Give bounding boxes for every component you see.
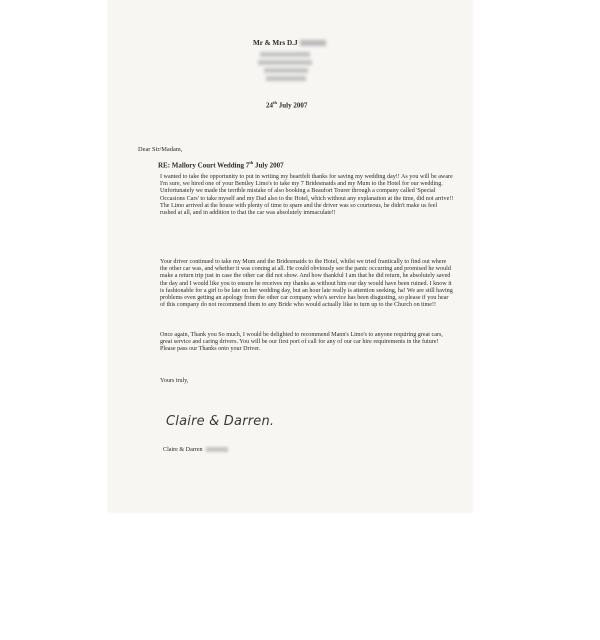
date-day: 24 [266,101,273,110]
salutation: Dear Sir/Madam, [138,146,183,153]
redacted-surname [206,447,228,452]
redacted-address-line [260,52,310,57]
redacted-surname [300,40,326,46]
letter-date [266,99,307,110]
typed-name [163,447,228,454]
subject-rest: July 2007 [255,161,284,170]
redacted-address-line [266,76,306,81]
subject-prefix: RE: Mallory Court Wedding 7 [158,161,250,170]
handwritten-signature: Claire & Darren. [166,414,275,429]
body-paragraph: Once again, Thank you So much, I would be delighted to recommend Mann's Limo's to anyone requiring great cars, great service and caring drivers. You will be our first port of call for any of our car hire requirements in the future! Please pass our Thanks onto your Driver. [160,332,443,353]
redacted-address-line [258,60,312,65]
subject-suffix: th [249,160,254,165]
sender-name [253,40,326,47]
closing: Yours truly, [160,378,189,384]
sender-name-text: Mr & Mrs D.J [253,39,298,47]
subject-line [158,159,284,170]
redacted-address-line [264,68,308,73]
typed-name-text: Claire & Darren [163,447,203,453]
body-paragraph: I wanted to take the opportunity to put in writing my heartfelt thanks for saving my wedding day!! As you will be aware I'm sure, we hired one of your Bentley Limo's to take my 7 Bridesmaids and my Mum to the Hotel for our wedding. Unfortunately we made the terrible mistake of also booking a Beaufort Tourer through a company called 'Special Occasions Cars' to take myself and my Dad also to the Hotel, which without any explanation at the time, did not arrive!! The Limo arrived at the house with plenty of time to spare and the driver was so courteous, he didn't make us feel rushed at all, and in addition to that the car was absolutely immaculate!! [160,174,454,217]
body-paragraph: Your driver continued to take my Mum and the Bridesmaids to the Hotel, whilst we tried frantically to find out where the other car was, and whether it was coming at all. He could obviously see the panic occurring and promised he would make a return trip just in case the other car did not show. And how thankful I am that he did return, he absolutely saved the day and I would like you to ensure he receives my thanks as without him our day would have been ruined. I know it is fashionable for a girl to be late on her wedding day, but an hour late really is attention seeking, ha! We are still having problems even getting an apology from the other car company who's service has been disgusting, so please if you hear of this company do not recommend them to any Bride who would actually like to turn up to the Church on time!! [160,259,453,309]
date-suffix: th [273,100,278,105]
letter-page [108,0,472,512]
date-rest: July 2007 [278,101,308,110]
